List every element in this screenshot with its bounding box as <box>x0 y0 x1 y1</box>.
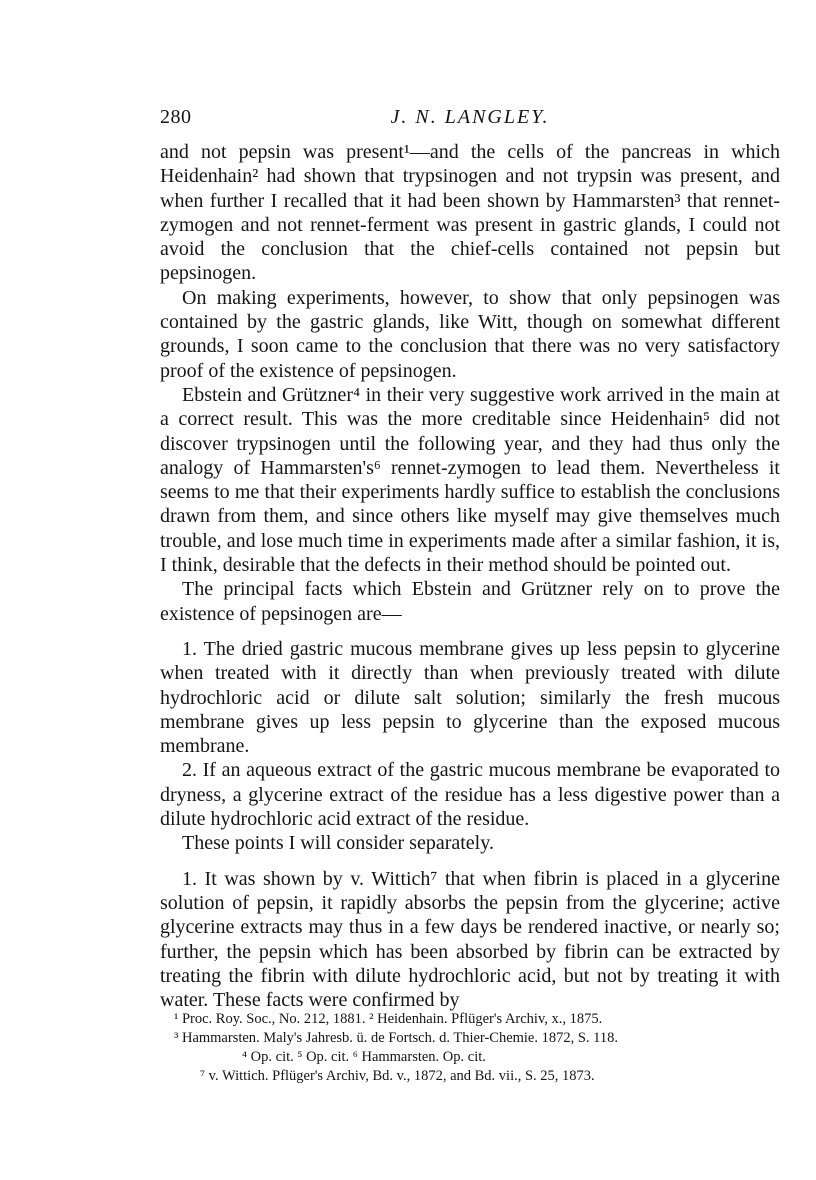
numbered-point: 2. If an aqueous extract of the gastric mucous membrane be evaporated to dryness, a glycerine extract of the residue has a less digestive power than a dilute hydrochloric acid extract of the residue. <box>160 759 780 831</box>
paragraph: Ebstein and Grützner⁴ in their very suggestive work arrived in the main at a correct result. This was the more creditable since Heidenhain⁵ did not discover trypsinogen until the following year, and they had thus only the analogy of Hammarsten's⁶ rennet-zymogen to lead them. Nevertheless it seems to me that their experiments hardly suffice to establish the conclusions drawn from them, and since others like myself may give themselves much trouble, and lose much time in experiments made after a similar fashion, it is, I think, desirable that the defects in their method should be pointed out. <box>160 383 780 577</box>
numbered-point: 1. The dried gastric mucous membrane gives up less pepsin to glycerine when treated with it directly than when previously treated with dilute hydrochloric acid or dilute salt solution; similarly the fresh mucous membrane gives up less pepsin to glycerine than the exposed mucous membrane. <box>160 637 780 758</box>
paragraph: and not pepsin was present¹—and the cells of the pancreas in which Heidenhain² had shown that trypsinogen and not trypsin was present, and when further I recalled that it had been shown by Hammarsten³ that rennet-zymogen and not rennet-ferment was present in gastric glands, I could not avoid the conclusion that the chief-cells contained not pepsin but pepsinogen. <box>160 141 780 285</box>
footnote-line: ⁷ v. Wittich. Pflüger's Archiv, Bd. v., 1872, and Bd. vii., S. 25, 1873. <box>200 1068 595 1084</box>
body-text <box>160 140 780 1012</box>
running-title: J. N. LANGLEY. <box>390 106 550 128</box>
numbered-point: 1. It was shown by v. Wittich⁷ that when fibrin is placed in a glycerine solution of pepsin, it rapidly absorbs the pepsin from the glycerine; active glycerine extracts may thus in a few days be rendered inactive, or nearly so; further, the pepsin which has been absorbed by fibrin can be extracted by treating the fibrin with dilute hydrochloric acid, but not by treating it with water. These facts were confirmed by <box>160 867 780 1012</box>
footnote-line: ⁴ Op. cit. ⁵ Op. cit. ⁶ Hammarsten. Op. cit. <box>242 1049 486 1065</box>
paragraph: These points I will consider separately. <box>182 832 494 855</box>
footnote-line: ³ Hammarsten. Maly's Jahresb. ü. de Fortsch. d. Thier-Chemie. 1872, S. 118. <box>174 1030 619 1046</box>
footnotes <box>160 1010 780 1086</box>
page-number: 280 <box>160 106 192 128</box>
paragraph: The principal facts which Ebstein and Grützner rely on to prove the existence of pepsinogen are— <box>160 578 780 625</box>
paragraph: On making experiments, however, to show that only pepsinogen was contained by the gastric glands, like Witt, though on somewhat different grounds, I soon came to the conclusion that there was no very satisfactory proof of the existence of pepsinogen. <box>160 286 780 382</box>
page-header <box>160 106 780 136</box>
footnote-line: ¹ Proc. Roy. Soc., No. 212, 1881. ² Heidenhain. Pflüger's Archiv, x., 1875. <box>174 1011 603 1027</box>
